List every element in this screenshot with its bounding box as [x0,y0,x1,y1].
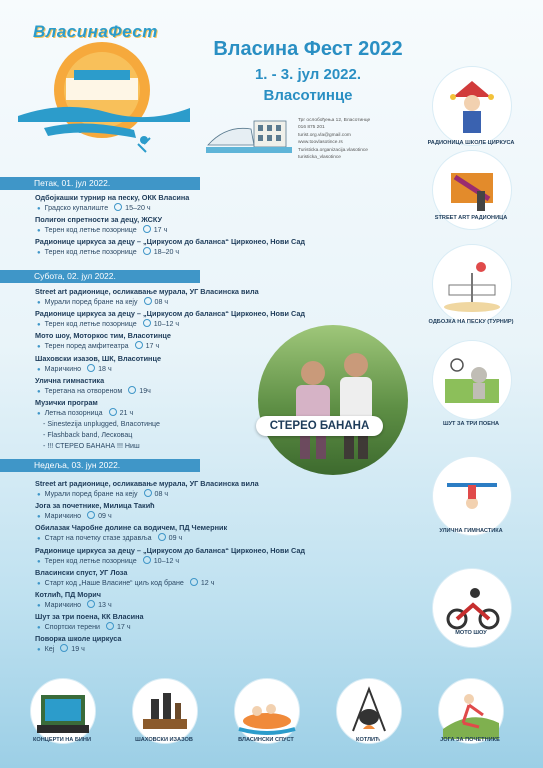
event-time: 08 ч [154,298,169,307]
festival-logo [14,20,190,168]
event-place: Маричкино [44,512,82,521]
day-heading-saturday: Субота, 02. јул 2022. [0,270,200,283]
side-label-moto: МОТО ШОУ [455,630,487,636]
event-place: Мурали поред бране на кеју [44,490,138,499]
event-place: Теретана на отвореном [44,386,123,395]
event-place: Маричкино [44,601,82,610]
event-place: Кеј [44,645,55,654]
event-time: 08 ч [154,490,169,499]
event-time: 18–20 ч [153,248,180,257]
event-meta [35,225,305,236]
page-title: Власина Фест 2022 [213,38,403,60]
event-time: 17 ч [116,623,131,632]
clock-icon [60,644,68,652]
location-pin-icon: ● [37,536,41,543]
event-title: Котлић, ПД Морич [35,589,102,599]
cauldron-icon [337,679,401,743]
event-title: Поворка школе циркуса [35,634,122,644]
event-place: Терен код летње позорнице [44,248,137,257]
location-pin-icon: ● [37,558,41,565]
location-pin-icon: ● [37,388,41,395]
location-pin-icon: ● [37,228,41,235]
event-time: 09 ч [98,512,112,521]
bottom-label-concert: КОНЦЕРТИ НА БИНИ [32,737,92,743]
event-meta [35,489,305,500]
bottom-label-chess: ШАХОВСКИ ИЗАЗОВ [135,737,193,743]
location-pin-icon: ● [37,514,41,521]
event-title: Street art радионице, осликавање мурала, УГ Власинска вила [35,287,259,296]
band-members-illustration [258,325,408,475]
bottom-icon-yoga [438,678,504,744]
side-icon-gymnastics [432,456,512,536]
side-icon-basketball [432,340,512,420]
band-photo [258,325,408,475]
clock-icon [143,247,151,255]
event-meta [35,297,305,308]
building-illustration [206,115,292,157]
event-meta [35,533,305,544]
location-pin-icon: ● [37,603,41,610]
event-meta [35,247,305,258]
location-pin-icon: ● [37,492,41,499]
location-pin-icon: ● [37,411,41,418]
event-title: Радионице циркуса за децу – „Циркусом до баланса“ Цирконео, Нови Сад [35,237,306,247]
location-pin-icon: ● [37,206,41,213]
event-meta [35,600,305,611]
clock-icon [128,386,136,394]
event-meta [35,341,305,352]
bottom-icon-cauldron [336,678,402,744]
event-title: Власински спуст, УГ Лоза [35,567,128,577]
event-time: 19ч [139,386,151,395]
event-title: Шаховски изазов, ШК, Власотинце [35,353,162,363]
event-time: 19 ч [71,645,85,654]
event-time: 12 ч [200,578,215,587]
band-item: - Flashback band, Лесковац [43,431,133,440]
event-place: Летња позорница [44,409,103,418]
band-banner: СТЕРЕО БАНАНА [256,416,383,436]
contact-address: Трг ослобођења 12, Власотинце [298,118,371,123]
band-item: - !!! СТЕРЕО БАНАНА !!! Ниш [43,442,140,451]
bottom-label-yoga: ЈОГА ЗА ПОЧЕТНИКЕ [440,737,500,743]
event-time: 17 ч [153,226,168,235]
event-place: Градско купалиште [44,204,109,213]
festival-place: Власотинце [263,87,353,104]
contact-facebook[interactable]: Turisticka.organizacija.vlasotince [298,147,368,153]
side-label-street-art: STREET ART РАДИОНИЦА [434,215,508,221]
side-icon-moto [432,568,512,648]
side-label-volleyball: ОДБОЈКА НА ПЕСКУ (ТУРНИР) [428,319,514,325]
event-meta [35,644,305,655]
location-pin-icon: ● [37,344,41,351]
event-title: Обилазак Чаробне долине са водичем, ПД Чемерник [35,523,228,533]
clock-icon [144,297,152,305]
contact-instagram[interactable]: turisticka_vlasotince [298,155,341,161]
bottom-label-raft: ВЛАСИНСКИ СПУСТ [238,737,294,743]
gymnast-icon [433,457,511,535]
clock-icon [87,364,95,372]
event-title: Мото шоу, Моторкос тим, Власотинце [35,331,171,341]
event-place: Спортски терени [44,623,100,632]
clock-icon [87,511,95,519]
event-time: 18 ч [98,364,112,373]
clock-icon [144,489,152,497]
clock-icon [143,319,151,327]
event-time: 21 ч [119,409,134,418]
volleyball-icon [433,245,511,323]
contact-website[interactable]: www.toovlasotince.rs [298,140,343,146]
event-title: Музички програм [35,397,98,407]
clock-icon [114,203,122,211]
event-title: Полигон спретности за децу, ЖСКУ [35,215,163,225]
event-time: 10–12 ч [153,320,180,329]
clock-icon [106,622,114,630]
side-label-basketball: ШУТ ЗА ТРИ ПОЕНА [442,421,500,427]
side-icon-volleyball [432,244,512,324]
raft-icon [235,679,299,743]
stage-icon [31,679,95,743]
clock-icon [135,341,143,349]
clock-icon [87,600,95,608]
event-title: Шут за три поена, КК Власина [35,612,144,622]
location-pin-icon: ● [37,366,41,373]
bottom-icon-raft [234,678,300,744]
event-meta [35,511,305,522]
clock-icon [190,578,198,586]
event-place: Терен код летње позорнице [44,556,137,565]
contact-phone: 016 875 201 [298,125,325,131]
clock-icon [143,556,151,564]
event-meta [35,203,305,214]
side-label-gymnastics: УЛИЧНА ГИМНАСТИКА [439,528,503,534]
bottom-icon-concert [30,678,96,744]
event-time: 13 ч [98,601,112,610]
event-place: Терен код летње позорнице [44,320,137,329]
side-label-circus: РАДИОНИЦА ШКОЛЕ ЦИРКУСА [427,140,515,146]
event-time: 10–12 ч [153,556,180,565]
festival-dates: 1. - 3. јул 2022. [254,66,362,83]
event-time: 09 ч [168,534,183,543]
event-title: Одбојкашки турнир на песку, ОКК Власина [35,193,190,202]
yoga-icon [439,679,503,743]
basketball-icon [433,341,511,419]
event-title: Радионице циркуса за децу – „Циркусом до баланса“ Цирконео, Нови Сад [35,309,306,319]
event-place: Терен код летње позорнице [44,226,137,235]
bottom-icon-chess [132,678,198,744]
chess-icon [133,679,197,743]
location-pin-icon: ● [37,647,41,654]
event-title: Радионице циркуса за децу – „Циркусом до баланса“ Цирконео, Нови Сад [35,545,306,555]
event-place: Маричкино [44,364,82,373]
event-place: Старт код „Наше Власине“ циљ код бране [44,578,184,587]
event-meta [35,578,305,589]
location-pin-icon: ● [37,250,41,257]
day-heading-friday: Петак, 01. јул 2022. [0,177,200,190]
event-title: Јога за почетнике, Милица Такић [35,501,155,511]
event-meta [35,319,305,330]
event-meta [35,622,305,633]
clock-icon [158,533,166,541]
event-place: Терен поред амфитеатра [44,342,129,351]
schedule-friday [35,192,305,259]
location-pin-icon: ● [37,322,41,329]
day-heading-sunday: Недеља, 03. јун 2022. [0,459,200,472]
contact-info [298,117,370,161]
location-pin-icon: ● [37,625,41,632]
event-place: Старт на почетку стазе здравља [44,534,152,543]
logo-text: ВласинаФест [33,22,158,41]
schedule-sunday [35,478,305,656]
event-time: 17 ч [145,342,160,351]
location-pin-icon: ● [37,300,41,307]
clock-icon [143,225,151,233]
event-title: Улична гимнастика [35,375,105,385]
side-icon-circus [432,66,512,146]
location-pin-icon: ● [37,580,41,587]
jester-icon [433,67,511,145]
event-place: Мурали поред бране на кеју [44,298,138,307]
clock-icon [109,408,117,416]
band-item: - Sinestezija unplugged, Власотинце [43,420,160,429]
event-meta [35,556,305,567]
event-title: Street art радионице, осликавање мурала, УГ Власинска вила [35,479,259,488]
event-time: 15–20 ч [125,204,151,213]
bottom-label-cauldron: КОТЛИЋ [356,737,380,743]
contact-email[interactable]: turist.org.vla@gmail.com [298,132,351,138]
